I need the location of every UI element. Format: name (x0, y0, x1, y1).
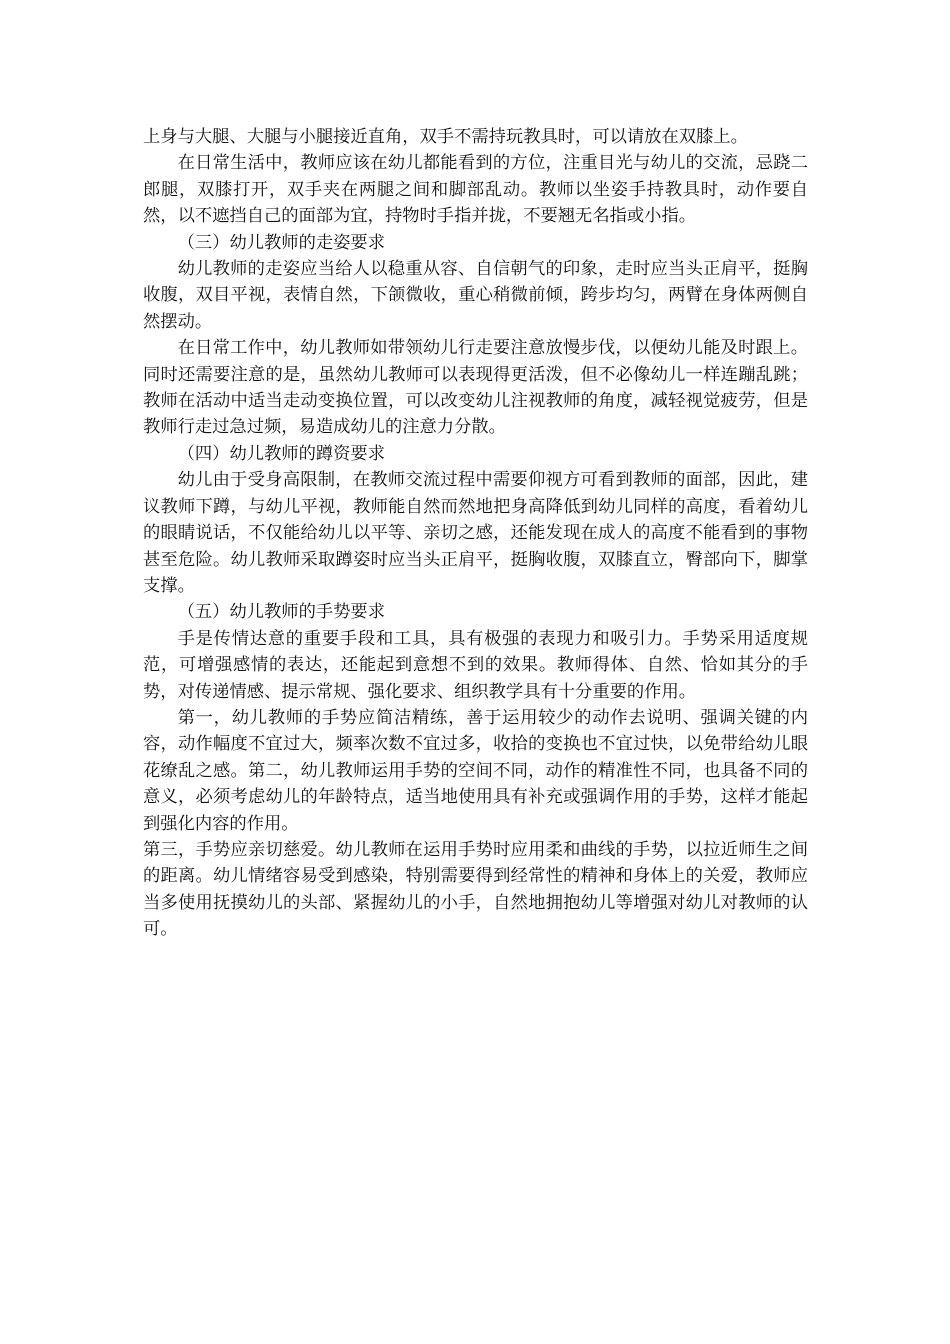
paragraph-5: 幼儿由于受身高限制，在教师交流过程中需要仰视方可看到教师的面部，因此，建议教师下蹲，与幼儿平视，教师能自然而然地把身高降低到幼儿同样的高度，看着幼儿的眼睛说话，不仅能给幼儿以平等、亲切之感，还能发现在成人的高度不能看到的事物甚至危险。幼儿教师采取蹲姿时应当头正肩平，挺胸收腹，双膝直立，臀部向下，脚掌支撑。 (143, 470, 808, 596)
document-body (143, 124, 808, 943)
paragraph-1: 上身与大腿、大腿与小腿接近直角，双手不需持玩教具时，可以请放在双膝上。 (143, 127, 748, 147)
section-heading-squatting: （四）幼儿教师的蹲资要求 (177, 443, 385, 464)
paragraph-4: 在日常工作中，幼儿教师如带领幼儿行走要注意放慢步伐，以便幼儿能及时跟上。同时还需要注意的是，虽然幼儿教师可以表现得更活泼，但不必像幼儿一样连蹦乱跳；教师在活动中适当走动变换位置，可以改变幼儿注视教师的角度，减轻视觉疲劳，但是教师行走过急过频，易造成幼儿的注意力分散。 (143, 338, 808, 438)
paragraph-6: 手是传情达意的重要手段和工具，具有极强的表现力和吸引力。手势采用适度规范，可增强感情的表达，还能起到意想不到的效果。教师得体、自然、恰如其分的手势，对传递情感、提示常规、强化要求、组织教学具有十分重要的作用。 (143, 628, 808, 702)
paragraph-3: 幼儿教师的走姿应当给人以稳重从容、自信朝气的印象，走时应当头正肩平，挺胸收腹，双目平视，表情自然，下颌微收，重心稍微前倾，跨步均匀，两臂在身体两侧自然摆动。 (143, 259, 808, 332)
section-heading-walking: （三）幼儿教师的走姿要求 (177, 232, 385, 253)
section-heading-gestures: （五）幼儿教师的手势要求 (177, 602, 385, 623)
paragraph-8: 第三，手势应亲切慈爱。幼儿教师在运用手势时应用柔和曲线的手势，以拉近师生之间的距离。幼儿情绪容易受到感染，特别需要得到经常性的精神和身体上的关爱，教师应当多使用抚摸幼儿的头部、紧握幼儿的小手，自然地拥抱幼儿等增强对幼儿对教师的认可。 (143, 839, 808, 940)
paragraph-7: 第一，幼儿教师的手势应简洁精练，善于运用较少的动作去说明、强调关键的内容，动作幅度不宜过大，频率次数不宜过多，收拾的变换也不宜过快，以免带给幼儿眼花缭乱之感。第二，幼儿教师运用手势的空间不同，动作的精准性不同，也具备不同的意义，必须考虑幼儿的年龄特点，适当地使用具有补充或强调作用的手势，这样才能起到强化内容的作用。 (143, 707, 808, 834)
paragraph-2: 在日常生活中，教师应该在幼儿都能看到的方位，注重目光与幼儿的交流，忌跷二郎腿，双膝打开，双手夹在两腿之间和脚部乱动。教师以坐姿手持教具时，动作要自然，以不遮挡自己的面部为宜，持物时手指并拢，不要翘无名指或小指。 (143, 153, 808, 227)
